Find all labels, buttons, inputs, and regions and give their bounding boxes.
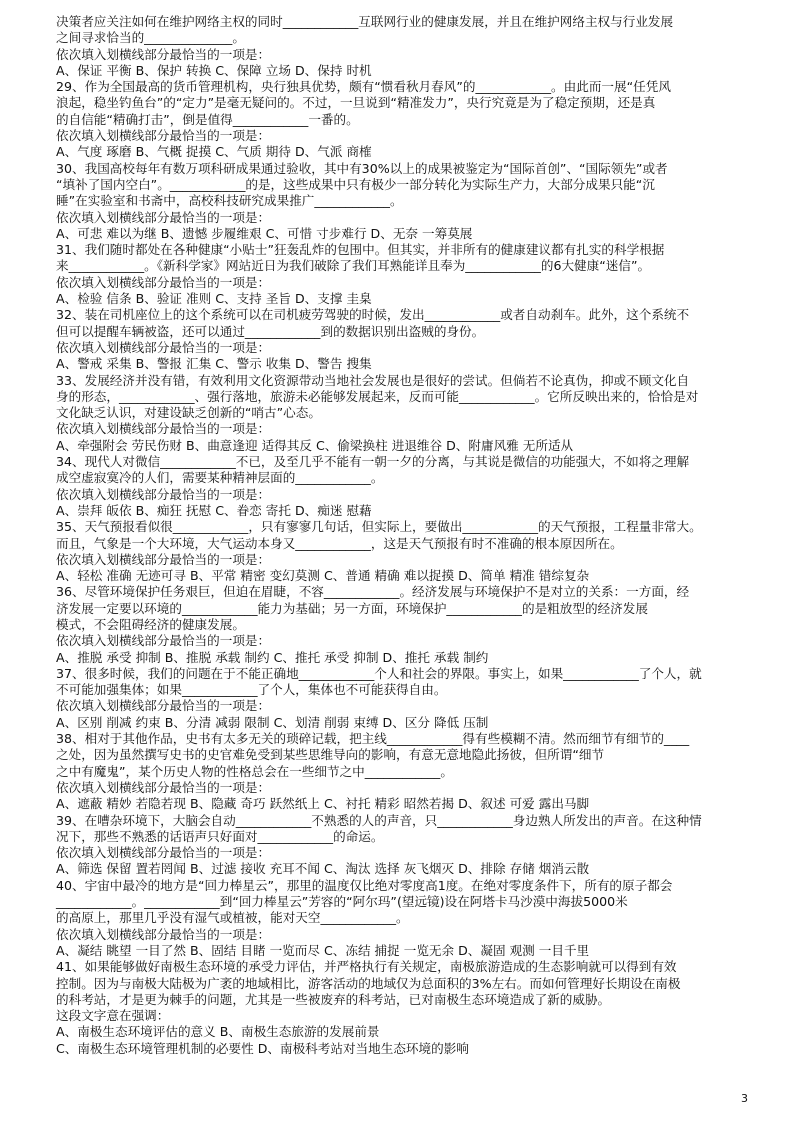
text-line: 依次填入划横线部分最恰当的一项是： (56, 926, 271, 942)
text-line: 依次填入划横线部分最恰当的一项是： (56, 46, 271, 62)
text-line: 之中有魔鬼”，某个历史人物的性格总会在一些细节之中____________。 (56, 763, 453, 779)
text-line: 32、装在司机座位上的这个系统可以在司机疲劳驾驶的时候，发出____________或者自动刹车。此外，这个系统不 (56, 307, 690, 323)
text-line: 依次填入划横线部分最恰当的一项是： (56, 845, 271, 861)
text-line: 文化缺乏认识，对建设缺乏创新的“哨古”心态。 (56, 405, 321, 421)
text-line: 30、我国高校每年有数万项科研成果通过验收，其中有30%以上的成果被鉴定为“国际首创”、“国际领先”或者 (56, 160, 668, 176)
text-line: 来____________。《新科学家》网站近日为我们破除了我们耳熟能详且奉为____________的6大健康“迷信”。 (56, 258, 651, 274)
text-line: 31、我们随时都处在各种健康“小贴士”狂轰乱炸的包围中。但其实，并非所有的健康建议都有扎实的科学根据 (56, 242, 665, 258)
text-line: A、警戒 采集 B、警报 汇集 C、警示 收集 D、警告 搜集 (56, 356, 372, 372)
text-line: A、筛选 保留 置若罔闻 B、过滤 接收 充耳不闻 C、淘汰 选择 灰飞烟灭 D、排除 存储 烟消云散 (56, 861, 590, 877)
text-line: 身的形态，____________、强行落地，旅游未必能够发展起来，反而可能____________。它所反映出来的，恰恰是对 (56, 388, 699, 404)
text-line: 36、尽管环境保护任务艰巨，但迫在眉睫，不容____________。经济发展与环境保护不是对立的关系：一方面，经 (56, 584, 690, 600)
text-line: 29、作为全国最高的货币管理机构，央行独具优势，颇有“惯看秋月春风”的____________。由此而一展“任凭风 (56, 79, 671, 95)
text-line: 济发展一定要以环境的____________能力为基础；另一方面，环境保护____________的是粗放型的经济发展 (56, 600, 648, 616)
text-line: 况下，那些不熟悉的话语声只好面对____________的命运。 (56, 828, 384, 844)
text-line: 之间寻求恰当的______________。 (56, 30, 245, 46)
text-line: A、牵强附会 劳民伤财 B、曲意逢迎 适得其反 C、偷梁换柱 进退维谷 D、附庸风雅 无所适从 (56, 437, 574, 453)
text-line: 依次填入划横线部分最恰当的一项是： (56, 339, 271, 355)
text-line: 的高原上，那里几乎没有湿气或植被，能对天空____________。 (56, 910, 409, 926)
page-number: 3 (741, 1092, 748, 1105)
text-line: 41、如果能够做好南极生态环境的承受力评估，并严格执行有关规定，南极旅游造成的生态影响就可以得到有效 (56, 959, 677, 975)
text-line: A、南极生态环境评估的意义 B、南极生态旅游的发展前景 (56, 1024, 380, 1040)
text-line: 控制。因为与南极大陆极为广袤的地域相比，游客活动的地域仅为总面积的3%左右。而如何管理好长期设在南极 (56, 975, 681, 991)
text-line: 依次填入划横线部分最恰当的一项是： (56, 698, 271, 714)
text-line: 模式，不会阻碍经济的健康发展。 (56, 616, 245, 632)
document-body (56, 14, 748, 1057)
text-line: 35、天气预报看似很____________，只有寥寥几句话，但实际上，要做出____________的天气预报，工程量非常大。 (56, 519, 702, 535)
text-line: 依次填入划横线部分最恰当的一项是： (56, 421, 271, 437)
text-line: 依次填入划横线部分最恰当的一项是： (56, 274, 271, 290)
text-line: A、凝结 眺望 一目了然 B、固结 目睹 一览而尽 C、冻结 捕捉 一览无余 D、凝固 观测 一目千里 (56, 942, 590, 958)
text-line: A、崇拜 皈依 B、痴狂 抚慰 C、眷恋 寄托 D、痴迷 慰藉 (56, 502, 372, 518)
text-line: 34、现代人对微信____________不已，及至几乎不能有一朝一夕的分离，与其说是微信的功能强大，不如将之理解 (56, 454, 690, 470)
text-line: A、气度 琢磨 B、气概 捉摸 C、气质 期待 D、气派 商榷 (56, 144, 372, 160)
text-line: 38、相对于其他作品，史书有太多无关的琐碎记载，把主线____________得有些模糊不清。然而细节有细节的____ (56, 731, 690, 747)
text-line: 依次填入划横线部分最恰当的一项是： (56, 779, 271, 795)
text-line: 依次填入划横线部分最恰当的一项是： (56, 486, 271, 502)
text-line: 39、在嘈杂环境下，大脑会自动____________不熟悉的人的声音，只____________身边熟人所发出的声音。在这种情 (56, 812, 702, 828)
text-line: A、遮蔽 精妙 若隐若现 B、隐藏 奇巧 跃然纸上 C、衬托 精彩 昭然若揭 D、叙述 可爱 露出马脚 (56, 796, 590, 812)
text-line: A、推脱 承受 抑制 B、推脱 承载 制约 C、推托 承受 抑制 D、推托 承载 制约 (56, 649, 489, 665)
text-line: 依次填入划横线部分最恰当的一项是： (56, 128, 271, 144)
text-line: 而且，气象是一个大环境，大气运动本身又____________，这是天气预报有时不准确的根本原因所在。 (56, 535, 623, 551)
text-line: A、区别 削减 约束 B、分清 减弱 限制 C、划清 削弱 束缚 D、区分 降低 压制 (56, 714, 489, 730)
text-line: 之处，因为虽然撰写史书的史官难免受到某些思维导向的影响，有意无意地隐此扬彼，但所谓“细节 (56, 747, 605, 763)
text-line: A、检验 信条 B、验证 准则 C、支持 圣旨 D、支撑 圭臬 (56, 291, 372, 307)
text-line: 浪起，稳坐钓鱼台”的“定力”是毫无疑问的。不过，一旦说到“精准发力”，央行究竟是为了稳定预期，还是真 (56, 95, 656, 111)
text-line: 的自信能“精确打击”，倒是值得____________一番的。 (56, 111, 359, 127)
text-line: 成空虚寂寞冷的人们，需要某种精神层面的____________。 (56, 470, 384, 486)
text-line: 但可以提醒车辆被盗，还可以通过____________到的数据识别出盗贼的身份。 (56, 323, 485, 339)
text-line: 依次填入划横线部分最恰当的一项是： (56, 633, 271, 649)
text-line: 33、发展经济并没有错，有效利用文化资源带动当地社会发展也是很好的尝试。但倘若不论真伪，抑或不顾文化自 (56, 372, 690, 388)
text-line: “填补了国内空白”。____________的是，这些成果中只有极少一部分转化为实际生产力，大部分成果只能“沉 (56, 176, 655, 192)
text-line: 37、很多时候，我们的问题在于不能正确地____________个人和社会的界限。事实上，如果____________了个人，就 (56, 665, 702, 681)
text-line: 睡”在实验室和书斋中，高校科技研究成果推广____________。 (56, 193, 403, 209)
text-line: 40、宇宙中最冷的地方是“回力棒星云”，那里的温度仅比绝对零度高1度。在绝对零度条件下，所有的原子都会 (56, 877, 673, 893)
text-line: C、南极生态环境管理机制的必要性 D、南极科考站对当地生态环境的影响 (56, 1040, 469, 1056)
text-line: 依次填入划横线部分最恰当的一项是： (56, 209, 271, 225)
text-line: 决策者应关注如何在维护网络主权的同时____________互联网行业的健康发展，并且在维护网络主权与行业发展 (56, 14, 674, 29)
text-line: 依次填入划横线部分最恰当的一项是： (56, 551, 271, 567)
text-line: A、可悲 难以为继 B、遗憾 步履维艰 C、可惜 寸步难行 D、无奈 一筹莫展 (56, 225, 473, 241)
text-line: ____________。____________到“回力棒星云”芳容的“阿尔玛”(望远镜)设在阿塔卡马沙漠中海拔5000米 (56, 894, 628, 910)
text-line: 的科考站，才是更为棘手的问题，尤其是一些被废弃的科考站，已对南极生态环境造成了新的威胁。 (56, 991, 611, 1007)
text-line: A、轻松 准确 无迹可寻 B、平常 精密 变幻莫测 C、普通 精确 难以捉摸 D、简单 精准 错综复杂 (56, 568, 590, 584)
text-line: A、保证 平衡 B、保护 转换 C、保障 立场 D、保持 时机 (56, 62, 372, 78)
text-line: 不可能加强集体；如果____________了个人，集体也不可能获得自由。 (56, 682, 447, 698)
text-line: 这段文字意在强调： (56, 1008, 170, 1024)
